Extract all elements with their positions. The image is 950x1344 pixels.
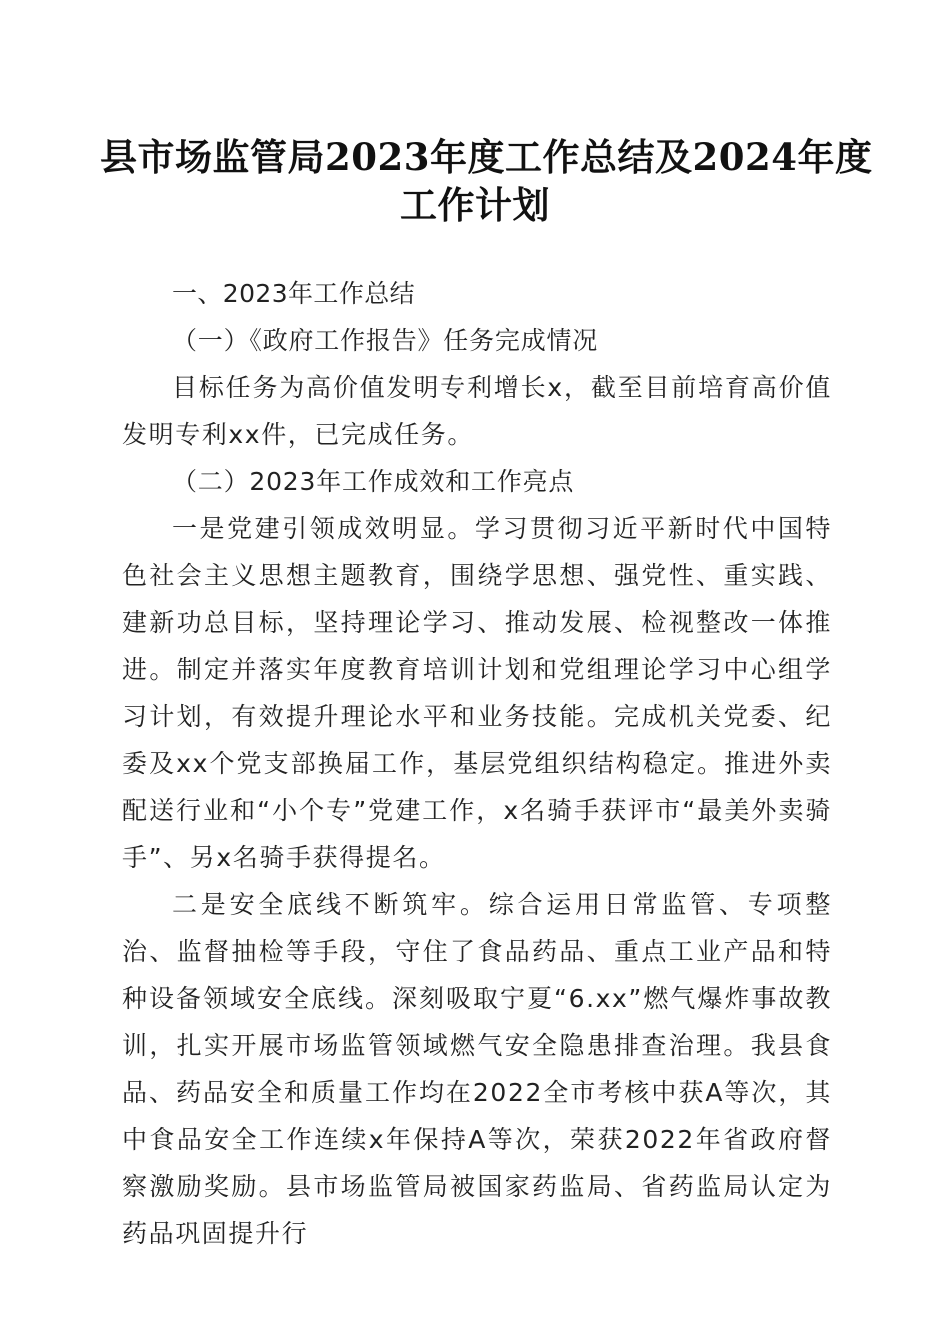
title-line-1: 县市场监管局2023年度工作总结及2024年度: [100, 135, 873, 179]
paragraph-patent-target: 目标任务为高价值发明专利增长x，截至目前培育高价值发明专利xx件，已完成任务。: [122, 373, 832, 449]
document-body: [122, 270, 832, 1257]
title-line-2: 工作计划: [400, 183, 550, 227]
subsection-heading-achievements: （二）2023年工作成效和工作亮点: [172, 467, 575, 496]
paragraph-safety-baseline: 二是安全底线不断筑牢。综合运用日常监管、专项整治、监督抽检等手段，守住了食品药品、重点工业产品和特种设备领域安全底线。深刻吸取宁夏“6.xx”燃气爆炸事故教训，扎实开展市场监管领域燃气安全隐患排查治理。我县食品、药品安全和质量工作均在2022全市考核中获A等次，其中食品安全工作连续x年保持A等次，荣获2022年省政府督察激励奖励。县市场监管局被国家药监局、省药监局认定为药品巩固提升行: [122, 890, 832, 1248]
subsection-heading-report-tasks: （一）《政府工作报告》任务完成情况: [172, 326, 599, 355]
document-title: [100, 133, 873, 229]
paragraph-party-building: 一是党建引领成效明显。学习贯彻习近平新时代中国特色社会主义思想主题教育，围绕学思想、强党性、重实践、建新功总目标，坚持理论学习、推动发展、检视整改一体推进。制定并落实年度教育培训计划和党组理论学习中心组学习计划，有效提升理论水平和业务技能。完成机关党委、纪委及xx个党支部换届工作，基层党组织结构稳定。推进外卖配送行业和“小个专”党建工作，x名骑手获评市“最美外卖骑手”、另x名骑手获得提名。: [122, 514, 832, 872]
section-heading-2023-summary: 一、2023年工作总结: [172, 279, 416, 308]
